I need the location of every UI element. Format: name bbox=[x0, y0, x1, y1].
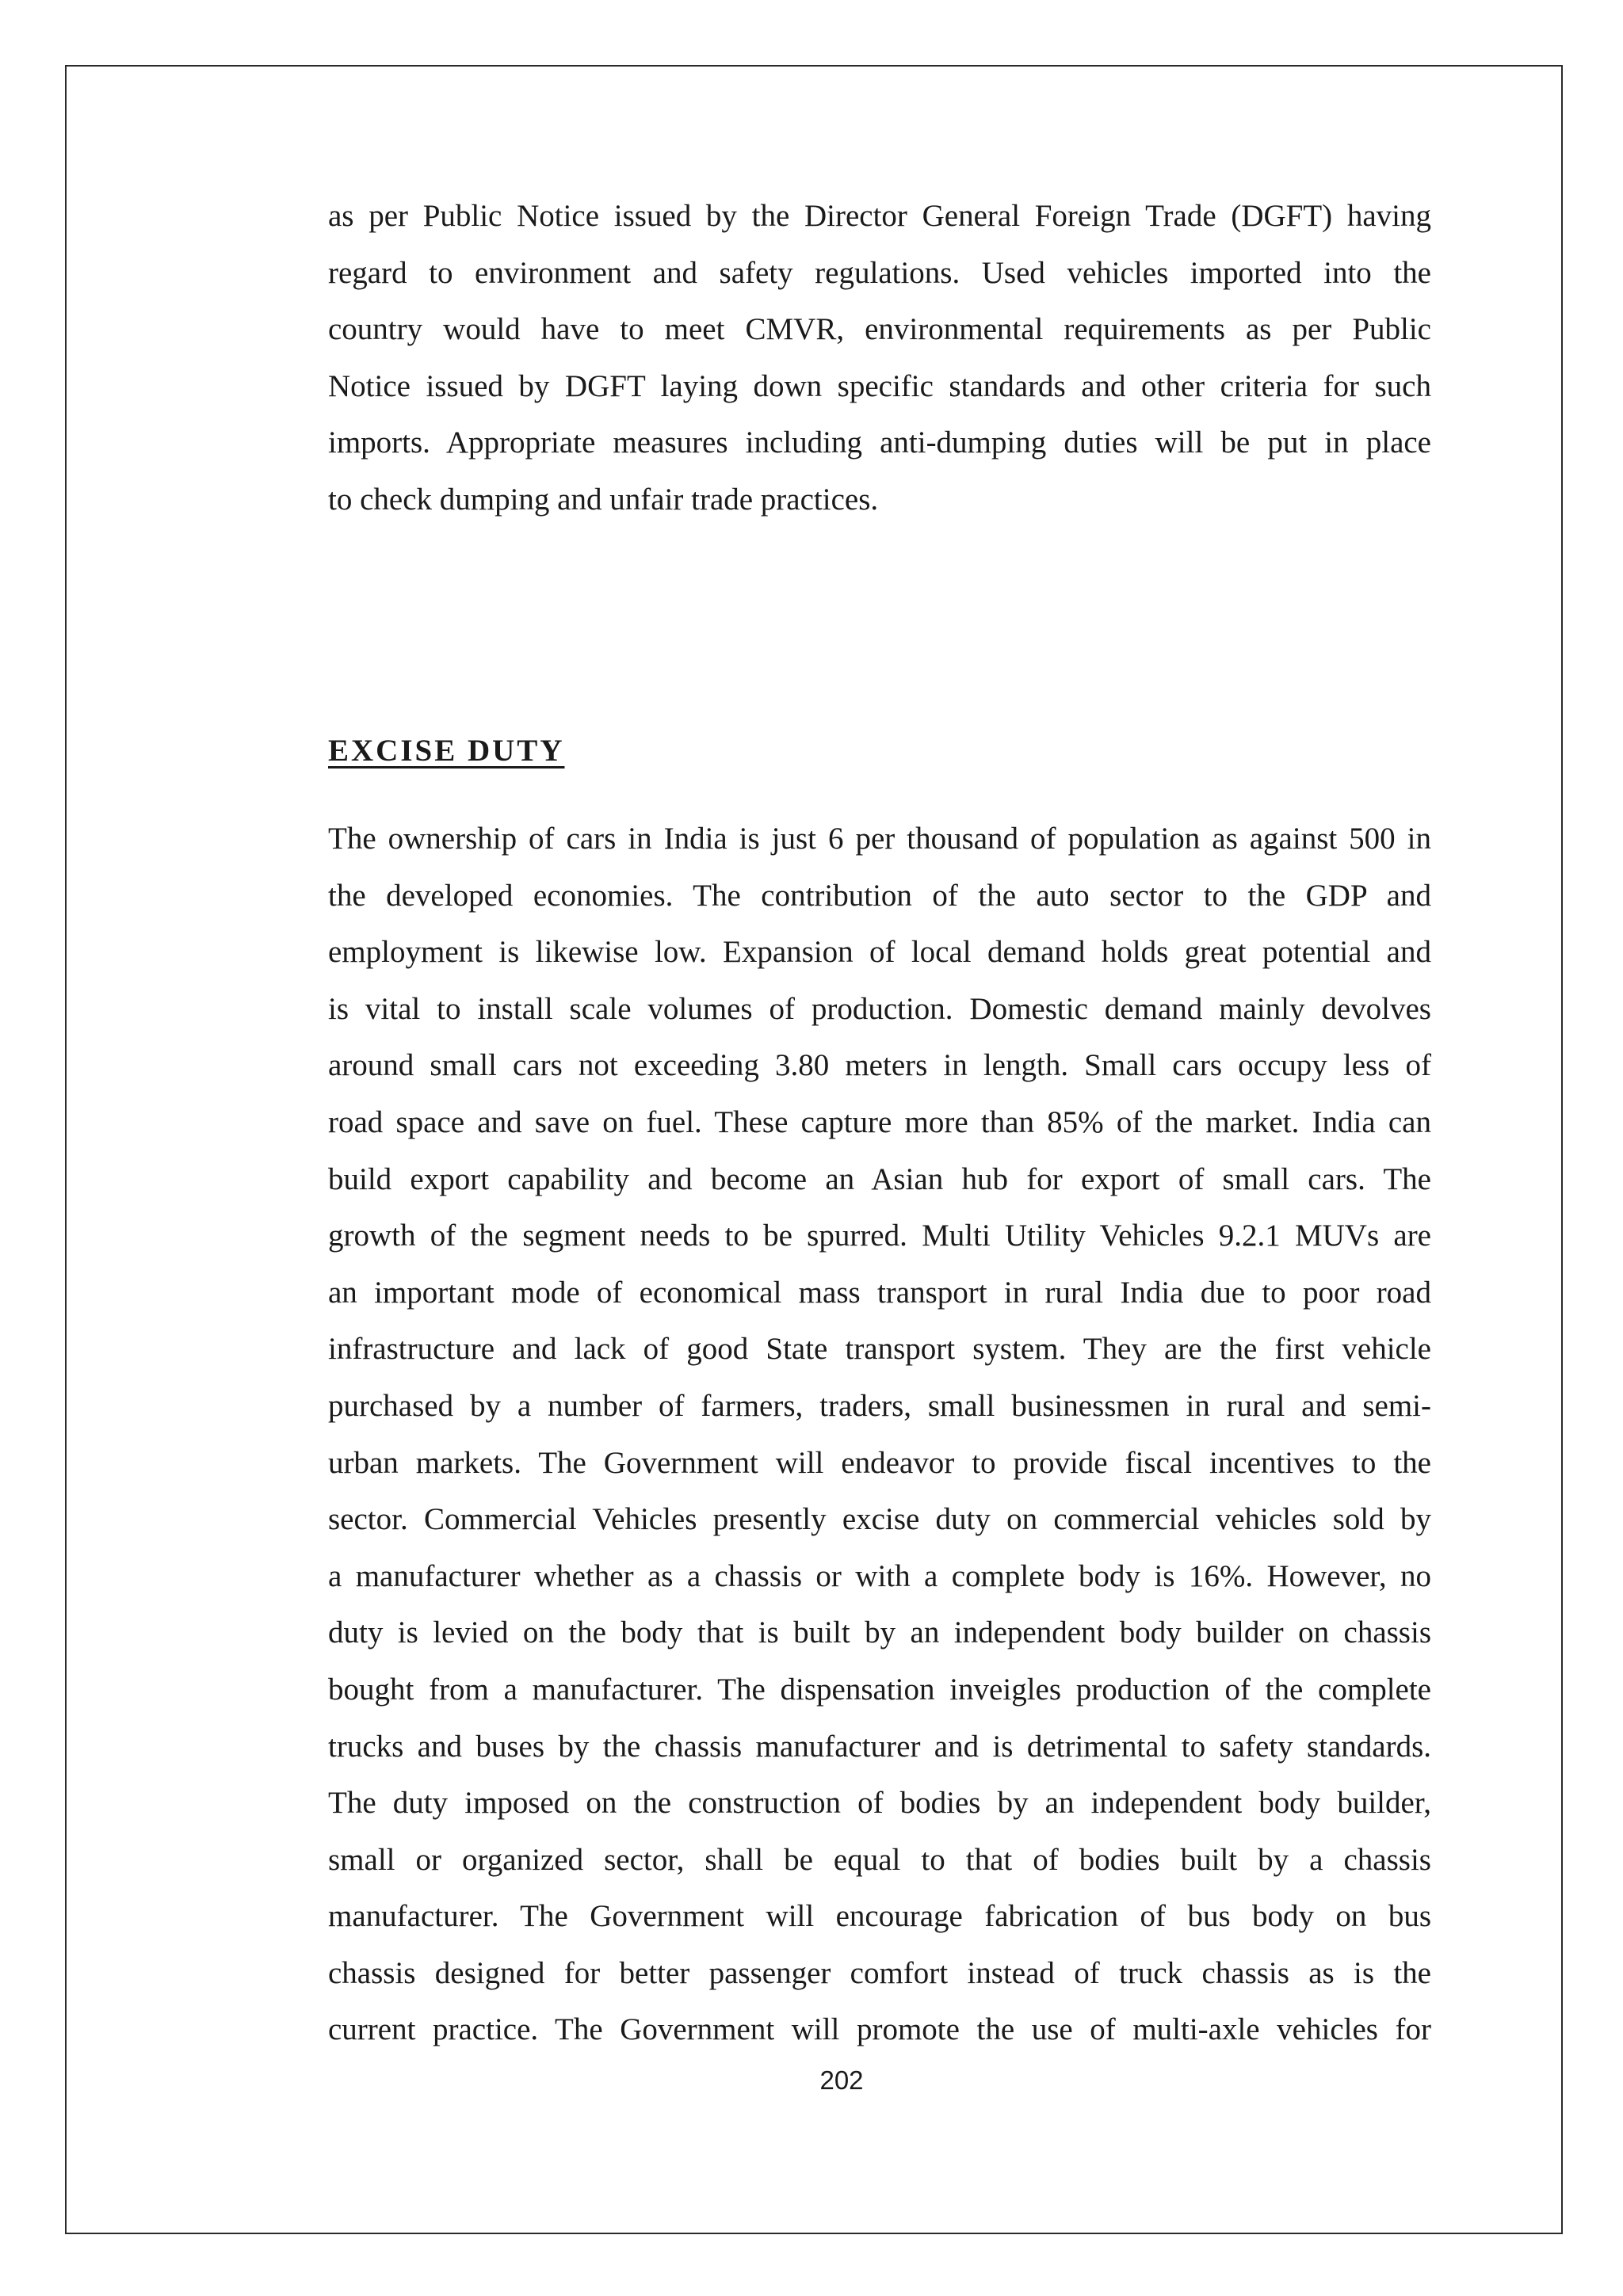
paragraph-line: growth of the segment needs to be spurred. Multi Utility Vehicles 9.2.1 MUVs are bbox=[328, 1219, 1431, 1253]
paragraph-line: sector. Commercial Vehicles presently excise duty on commercial vehicles sold by bbox=[328, 1502, 1431, 1537]
paragraph-line: infrastructure and lack of good State transport system. They are the first vehicle bbox=[328, 1332, 1431, 1367]
section-heading: EXCISE DUTY bbox=[328, 734, 565, 768]
paragraph-line: country would have to meet CMVR, environmental requirements as per Public bbox=[328, 312, 1431, 347]
paragraph-line: chassis designed for better passenger comfort instead of truck chassis as is the bbox=[328, 1955, 1431, 1990]
paragraph-line: road space and save on fuel. These capture more than 85% of the market. India can bbox=[328, 1104, 1431, 1139]
paragraph-line: The ownership of cars in India is just 6 per thousand of population as against 500 in bbox=[328, 822, 1431, 856]
paragraph-line: around small cars not exceeding 3.80 meters in length. Small cars occupy less of bbox=[328, 1048, 1431, 1083]
paragraph-line: small or organized sector, shall be equal to that of bodies built by a chassis bbox=[328, 1842, 1431, 1877]
excise-duty-paragraph bbox=[328, 810, 1431, 2058]
paragraph-line: manufacturer. The Government will encourage fabrication of bus body on bus bbox=[328, 1899, 1431, 1934]
paragraph-line: is vital to install scale volumes of production. Domestic demand mainly devolves bbox=[328, 991, 1431, 1026]
paragraph-line: purchased by a number of farmers, traders, small businessmen in rural and semi- bbox=[328, 1388, 1431, 1423]
paragraph-line: Notice issued by DGFT laying down specific standards and other criteria for such bbox=[328, 368, 1431, 403]
paragraph-line: urban markets. The Government will endeavor to provide fiscal incentives to the bbox=[328, 1445, 1431, 1480]
page-number: 202 bbox=[819, 2065, 864, 2095]
paragraph-line: current practice. The Government will promote the use of multi-axle vehicles for bbox=[328, 2012, 1431, 2047]
paragraph-line: duty is levied on the body that is built by an independent body builder on chassis bbox=[328, 1615, 1431, 1650]
paragraph-line: regard to environment and safety regulations. Used vehicles imported into the bbox=[328, 255, 1431, 290]
paragraph-line: employment is likewise low. Expansion of local demand holds great potential and bbox=[328, 935, 1431, 970]
paragraph-line: to check dumping and unfair trade practices. bbox=[328, 482, 879, 517]
paragraph-line: build export capability and become an Asian hub for export of small cars. The bbox=[328, 1161, 1431, 1196]
paragraph-line: The duty imposed on the construction of bodies by an independent body builder, bbox=[328, 1786, 1431, 1821]
paragraph-line: imports. Appropriate measures including anti-dumping duties will be put in place bbox=[328, 425, 1431, 460]
paragraph-line: an important mode of economical mass transport in rural India due to poor road bbox=[328, 1275, 1431, 1310]
paragraph-line: a manufacturer whether as a chassis or with a complete body is 16%. However, no bbox=[328, 1558, 1431, 1593]
paragraph-line: bought from a manufacturer. The dispensation inveigles production of the complete bbox=[328, 1672, 1431, 1707]
paragraph-line: as per Public Notice issued by the Director General Foreign Trade (DGFT) having bbox=[328, 199, 1431, 233]
paragraph-line: trucks and buses by the chassis manufacturer and is detrimental to safety standards. bbox=[328, 1729, 1431, 1764]
paragraph-line: the developed economies. The contribution of the auto sector to the GDP and bbox=[328, 878, 1431, 913]
intro-paragraph bbox=[328, 188, 1431, 528]
